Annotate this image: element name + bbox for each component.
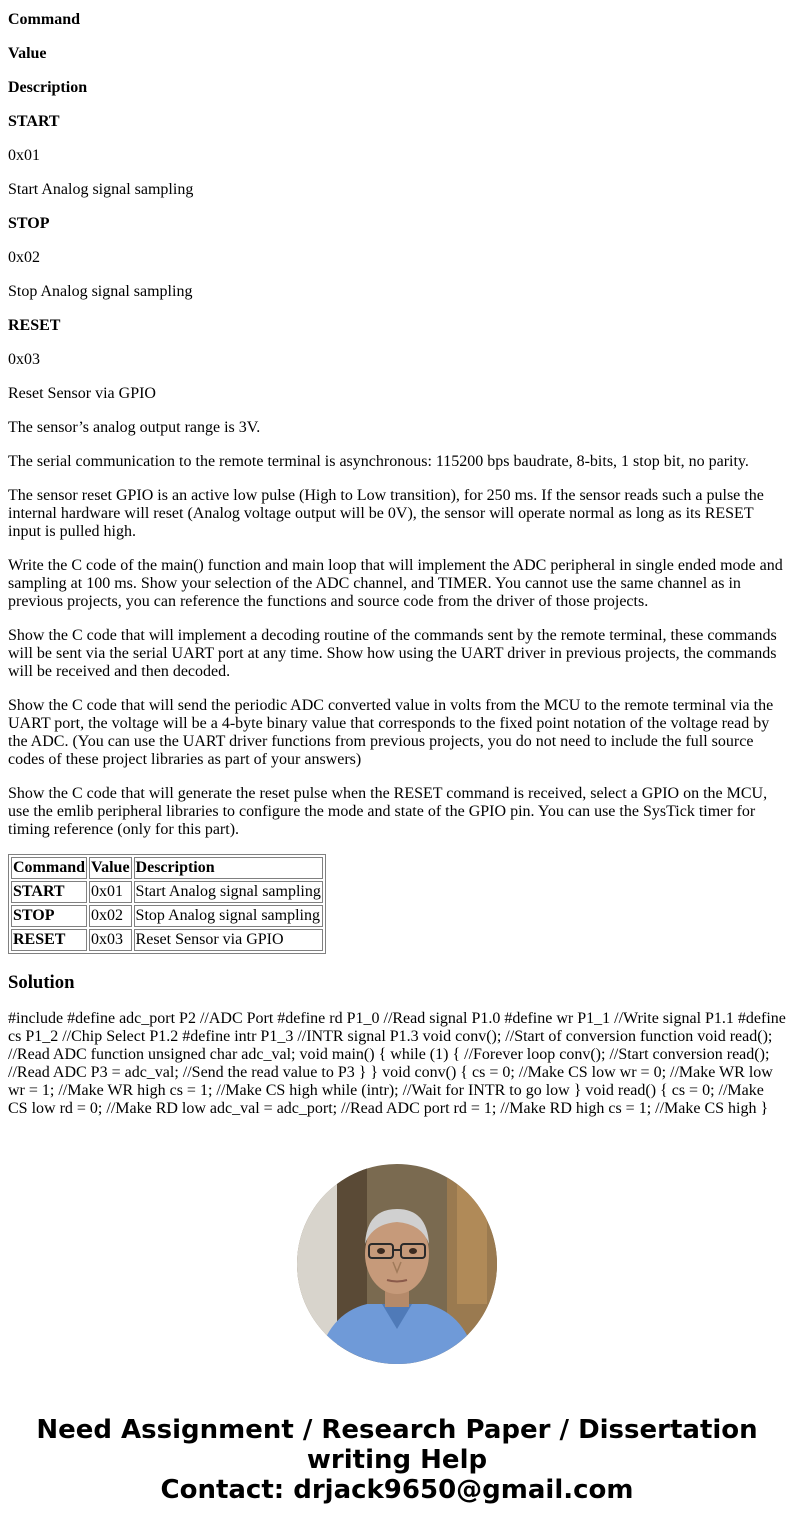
table-cell-command: RESET bbox=[11, 929, 87, 951]
table-cell-description: Reset Sensor via GPIO bbox=[134, 929, 323, 951]
table-cell-value: 0x01 bbox=[89, 881, 132, 903]
table-cell-description: Start Analog signal sampling bbox=[134, 881, 323, 903]
solution-heading: Solution bbox=[8, 972, 75, 993]
table-cell-description: Stop Analog signal sampling bbox=[134, 905, 323, 927]
flat-heading-description: Description bbox=[8, 79, 88, 96]
author-photo bbox=[297, 1164, 497, 1364]
paragraph-task-adc: Write the C code of the main() function and main loop that will implement the ADC peripheral in single ended mode and sampling at 100 ms. Show your selection of the ADC channel, and TIMER. You cannot use the same channel as in previous projects, you can reference the functions and source code from the driver of those projects. bbox=[8, 557, 783, 610]
table-cell-value: 0x02 bbox=[89, 905, 132, 927]
solution-code: #include #define adc_port P2 //ADC Port #define rd P1_0 //Read signal P1.0 #define wr P1_1 //Write signal P1.1 #define cs P1_2 //Chip Select P1.2 #define intr P1_3 //INTR signal P1.3 void conv(); //Start of conversion function void read(); //Read ADC function unsigned char adc_val; void main() { while (1) { //Forever loop conv(); //Start conversion read(); //Read ADC P3 = adc_val; //Send the read value to P3 } } void conv() { cs = 0; //Make CS low wr = 0; //Make WR low wr = 1; //Make WR high cs = 1; //Make CS high while (intr); //Wait for INTR to go low } void read() { cs = 0; //Make CS low rd = 0; //Make RD low adc_val = adc_port; //Read ADC port rd = 1; //Make RD high cs = 1; //Make CS high } bbox=[8, 1010, 786, 1117]
paragraph-task-reset: Show the C code that will generate the reset pulse when the RESET command is received, select a GPIO on the MCU, use the emlib peripheral libraries to configure the mode and state of the GPIO pin. You can use the SysTick timer for timing reference (only for this part). bbox=[8, 785, 768, 838]
paragraph-task-decode: Show the C code that will implement a decoding routine of the commands sent by the remote terminal, these commands will be sent via the serial UART port at any time. Show how using the UART driver in previous projects, the commands will be received and then decoded. bbox=[8, 627, 777, 680]
table-header-cell: Command bbox=[11, 857, 87, 879]
flat-heading-command: Command bbox=[8, 11, 81, 28]
flat-heading-value: Value bbox=[8, 45, 47, 62]
table-header-cell: Description bbox=[134, 857, 323, 879]
paragraph-serial: The serial communication to the remote terminal is asynchronous: 115200 bps baudrate, 8-bits, 1 stop bit, no parity. bbox=[8, 453, 749, 470]
promo-contact: Contact: drjack9650@gmail.com bbox=[160, 1475, 634, 1505]
paragraph-task-send: Show the C code that will send the periodic ADC converted value in volts from the MCU to the remote terminal via the UART port, the voltage will be a 4-byte binary value that corresponds to the fixed point notation of the voltage read by the ADC. (You can use the UART driver functions from previous projects, you do not need to include the full source codes of these project libraries as part of your answers) bbox=[8, 697, 774, 768]
table-header-row bbox=[11, 857, 323, 879]
promo-line-2: writing Help bbox=[306, 1445, 488, 1475]
table-cell-command: STOP bbox=[11, 905, 87, 927]
table-row bbox=[11, 929, 323, 951]
flat-value-stop: 0x02 bbox=[8, 249, 40, 266]
promo-banner bbox=[0, 1415, 794, 1505]
flat-command-start: START bbox=[8, 113, 60, 130]
table-header-cell: Value bbox=[89, 857, 132, 879]
table-cell-value: 0x03 bbox=[89, 929, 132, 951]
flat-value-start: 0x01 bbox=[8, 147, 40, 164]
portrait-image bbox=[297, 1164, 497, 1364]
flat-desc-stop: Stop Analog signal sampling bbox=[8, 283, 193, 300]
flat-command-stop: STOP bbox=[8, 215, 50, 232]
table-cell-command: START bbox=[11, 881, 87, 903]
document-body bbox=[0, 11, 794, 1118]
paragraph-reset-gpio: The sensor reset GPIO is an active low pulse (High to Low transition), for 250 ms. If the sensor reads such a pulse the internal hardware will reset (Analog voltage output will be 0V), the sensor will operate normal as long as its RESET input is pulled high. bbox=[8, 487, 764, 540]
flat-command-reset: RESET bbox=[8, 317, 61, 334]
command-table bbox=[8, 854, 326, 954]
flat-desc-reset: Reset Sensor via GPIO bbox=[8, 385, 156, 402]
flat-desc-start: Start Analog signal sampling bbox=[8, 181, 194, 198]
promo-line-1: Need Assignment / Research Paper / Dissertation bbox=[36, 1415, 758, 1445]
table-row bbox=[11, 881, 323, 903]
flat-value-reset: 0x03 bbox=[8, 351, 40, 368]
paragraph-output-range: The sensor’s analog output range is 3V. bbox=[8, 419, 261, 436]
table-row bbox=[11, 905, 323, 927]
